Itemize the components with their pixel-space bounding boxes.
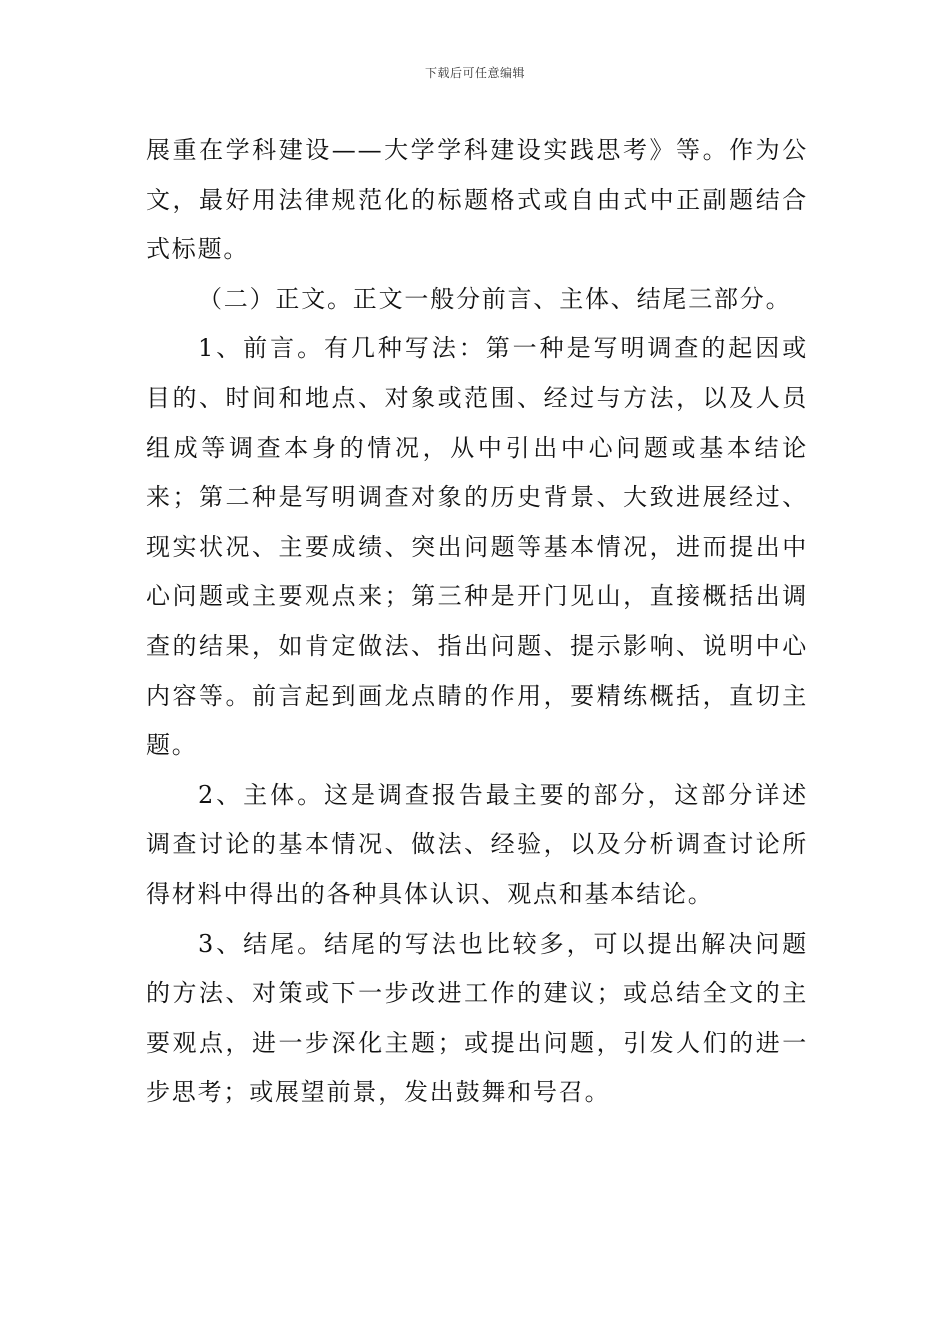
page-header: 下载后可任意编辑 xyxy=(424,66,525,80)
paragraph-preface: 1、前言。有几种写法：第一种是写明调查的起因或目的、时间和地点、对象或范围、经过与方法，以及人员组成等调查本身的情况，从中引出中心问题或基本结论来；第二种是写明调查对象的历史背景、大致进展经过、现实状况、主要成绩、突出问题等基本情况，进而提出中心问题或主要观点来；第三种是开门见山，直接概括出调查的结果，如肯定做法、指出问题、提示影响、说明中心内容等。前言起到画龙点睛的作用，要精练概括，直切主题。 xyxy=(146,334,808,760)
paragraph-main-body: 2、主体。这是调查报告最主要的部分，这部分详述调查讨论的基本情况、做法、经验，以及分析调查讨论所得材料中得出的各种具体认识、观点和基本结论。 xyxy=(146,780,808,908)
paragraph-ending: 3、结尾。结尾的写法也比较多，可以提出解决问题的方法、对策或下一步改进工作的建议；或总结全文的主要观点，进一步深化主题；或提出问题，引发人们的进一步思考；或展望前景，发出鼓舞和号召。 xyxy=(146,929,808,1107)
paragraph-title-continuation: 展重在学科建设——大学学科建设实践思考》等。作为公文，最好用法律规范化的标题格式或自由式中正副题结合式标题。 xyxy=(146,136,808,264)
paragraph-section-body-heading: （二）正文。正文一般分前言、主体、结尾三部分。 xyxy=(198,284,792,313)
document-body xyxy=(146,126,808,1118)
